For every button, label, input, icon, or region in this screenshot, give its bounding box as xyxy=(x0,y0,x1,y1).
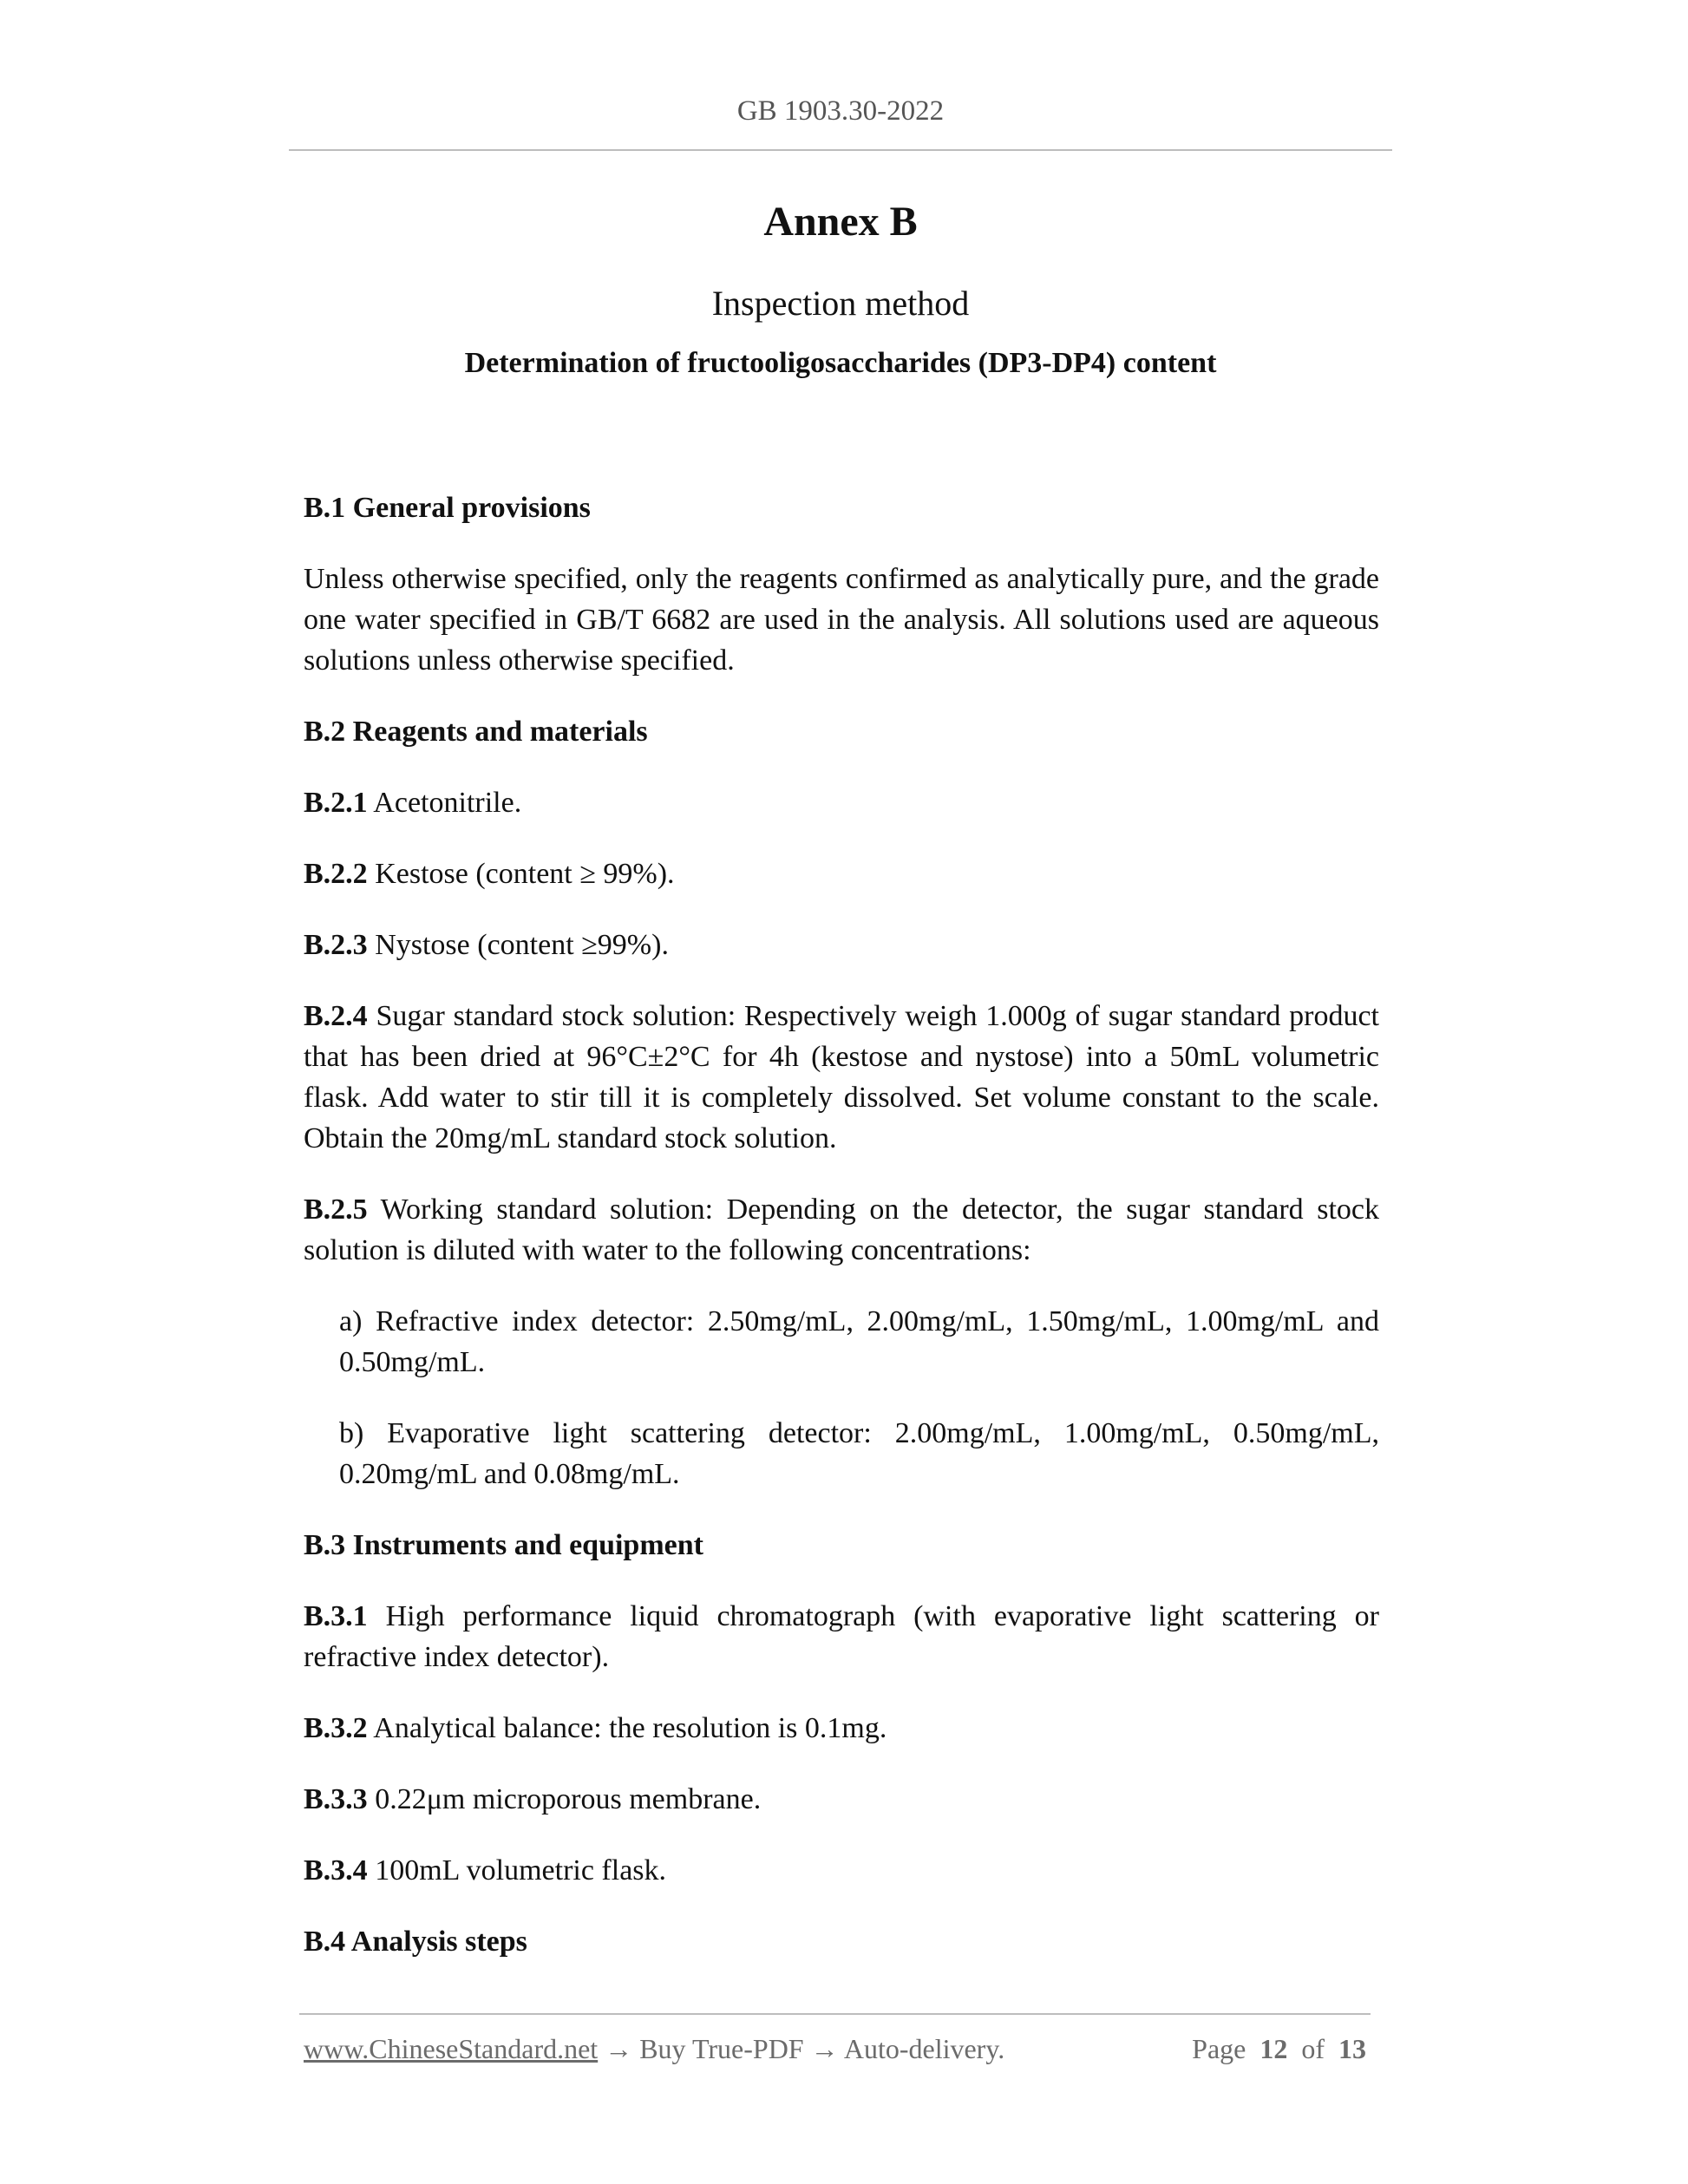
clause-number: B.3.3 xyxy=(304,1783,368,1815)
clause-text: Sugar standard stock solution: Respectively weigh 1.000g of sugar standard product that has been dried at 96°C±2°C for 4h (kestose and nystose) into a 50mL volumetric flask. Add water to stir till it is completely dissolved. Set volume constant to the scale. Obtain the 20mg/mL standard stock solution. xyxy=(304,1000,1379,1154)
page-footer xyxy=(304,2033,1371,2065)
header-divider xyxy=(289,149,1392,151)
list-item-b: b) Evaporative light scattering detector: 2.00mg/mL, 1.00mg/mL, 0.50mg/mL, 0.20mg/mL and 0.08mg/mL. xyxy=(339,1417,1379,1490)
clause-text: Acetonitrile. xyxy=(367,787,522,819)
section-heading-b2: B.2 Reagents and materials xyxy=(304,716,648,748)
footer-promo-text: → Buy True-PDF → Auto-delivery. xyxy=(598,2033,1005,2064)
annex-title: Annex B xyxy=(763,199,918,245)
footer-divider xyxy=(299,2013,1371,2015)
clause-number: B.2.4 xyxy=(304,1000,368,1032)
clause-b3-2 xyxy=(304,1708,1379,1749)
of-label: of xyxy=(1301,2033,1325,2064)
clause-text: Analytical balance: the resolution is 0.1mg. xyxy=(367,1712,887,1744)
clause-b2-3 xyxy=(304,925,1379,965)
clause-number: B.3.1 xyxy=(304,1600,368,1632)
section-heading-b3: B.3 Instruments and equipment xyxy=(304,1529,703,1561)
clause-number: B.2.3 xyxy=(304,929,368,961)
site-link[interactable]: www.ChineseStandard.net xyxy=(304,2033,599,2064)
clause-b2-5 xyxy=(304,1189,1379,1271)
clause-b3-3 xyxy=(304,1779,1379,1820)
clause-text: Nystose (content ≥99%). xyxy=(367,929,669,961)
clause-text: Kestose (content ≥ 99%). xyxy=(367,858,675,890)
clause-b2-1 xyxy=(304,782,1379,823)
annex-subtitle: Inspection method xyxy=(711,284,970,323)
page-label: Page xyxy=(1192,2033,1246,2064)
annex-topic: Determination of fructooligosaccharides (DP3-DP4) content xyxy=(464,347,1217,379)
clause-text: Working standard solution: Depending on the detector, the sugar standard stock solution is diluted with water to the following concentrations: xyxy=(304,1193,1379,1266)
list-item-a: a) Refractive index detector: 2.50mg/mL, 2.00mg/mL, 1.50mg/mL, 1.00mg/mL and 0.50mg/mL. xyxy=(339,1305,1379,1378)
document-body xyxy=(304,487,1379,1962)
clause-number: B.2.5 xyxy=(304,1193,368,1226)
clause-text: 0.22μm microporous membrane. xyxy=(367,1783,762,1815)
clause-b3-4 xyxy=(304,1850,1379,1891)
paragraph-b1: Unless otherwise specified, only the reagents confirmed as analytically pure, and the grade one water specified in GB/T 6682 are used in the analysis. All solutions used are aqueous solutions unless otherwise specified. xyxy=(304,563,1379,677)
page-current: 12 xyxy=(1259,2033,1288,2064)
clause-number: B.2.1 xyxy=(304,787,368,819)
page-header: GB 1903.30-2022 xyxy=(736,95,945,127)
clause-number: B.3.2 xyxy=(304,1712,368,1744)
clause-text: 100mL volumetric flask. xyxy=(367,1854,667,1886)
clause-text: High performance liquid chromatograph (with evaporative light scattering or refractive index detector). xyxy=(304,1600,1379,1673)
section-heading-b4: B.4 Analysis steps xyxy=(304,1926,527,1958)
clause-number: B.3.4 xyxy=(304,1854,368,1886)
page-indicator xyxy=(1192,2033,1366,2065)
clause-b3-1 xyxy=(304,1596,1379,1677)
page-total: 13 xyxy=(1338,2033,1366,2064)
section-heading-b1: B.1 General provisions xyxy=(304,492,591,524)
clause-number: B.2.2 xyxy=(304,858,368,890)
clause-b2-2 xyxy=(304,853,1379,894)
clause-b2-4 xyxy=(304,996,1379,1159)
